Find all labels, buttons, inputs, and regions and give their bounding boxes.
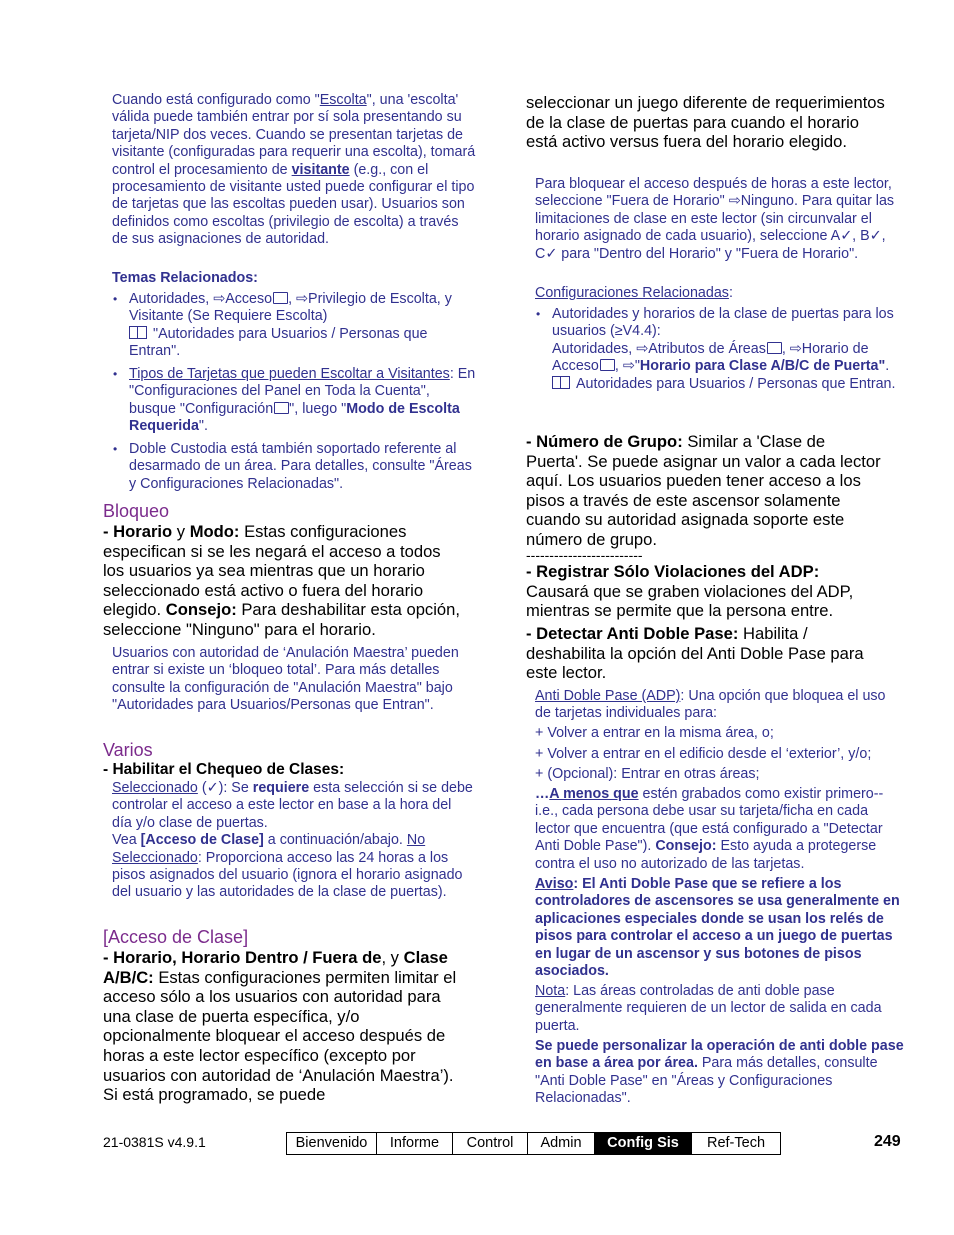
book-icon [552, 376, 570, 389]
related-config-item: • Autoridades y horarios de la clase de puertas para los usuarios (≥V4.4): Autoridades, ⇨Atributos de Áreas , ⇨Horario de Acceso , ⇨"Horario para Clase A/B/C de Puerta". Autoridades para Usuarios / Personas que Entran. [536, 306, 896, 392]
related-config-title: Configuraciones Relacionadas: [535, 285, 733, 301]
acceso-clase-heading: [Acceso de Clase] [103, 927, 249, 947]
class-continuation: seleccionar un juego diferente de requerimientos de la clase de puertas para cuando el horario está activo versus fuera del horario elegido. [526, 93, 885, 152]
document-id: 21-0381S v4.9.1 [103, 1134, 206, 1150]
folder-icon [600, 359, 615, 371]
varios-subheading: - Habilitar el Chequeo de Clases: [103, 761, 345, 778]
nav-tab-control[interactable]: Control [453, 1133, 528, 1154]
nav-tab-ref-tech[interactable]: Ref-Tech [706, 1135, 766, 1151]
bloqueo-heading: Bloqueo [103, 501, 170, 521]
varios-heading: Varios [103, 740, 153, 760]
personalizar-note: Se puede personalizar la operación de anti doble pase en base a área por área. Para más detalles, consulte "Anti Doble Pase" en "Áreas y Configuraciones Relacionadas". [535, 1038, 904, 1107]
bloqueo-body: - Horario y Modo: Estas configuraciones especifican si se les negará el acceso a todos los usuarios ya sea mientras que un horario seleccionado está activo o fuera del horario elegido. Consejo: Para deshabilitar esta opción, seleccione "Ninguno" para el horario. [103, 522, 460, 639]
folder-icon [274, 402, 289, 414]
aviso-note: Aviso: El Anti Doble Pase que se refiere a los controladores de ascensores se usa generalmente en aplicaciones especiales donde se usan los relés de pisos para controlar el acceso a un juego de puertas en lugar de un ascensor y sus botones de pisos asociados. [535, 876, 900, 980]
detectar-body: - Detectar Anti Doble Pase: Habilita / deshabilita la opción del Anti Doble Pase para este lector. [526, 624, 864, 683]
adp-case-3: + (Opcional): Entrar en otras áreas; [535, 766, 760, 782]
footer-nav [286, 1132, 781, 1155]
escort-intro: Cuando está configurado como "Escolta", una 'escolta' válida puede también entrar por sí sola presentando su tarjeta/NIP dos veces. Cuando se presentan tarjetas de visitante (configuradas para requerir una escolta), tomará control el procesamiento de visitante (e.g., con el procesamiento de visitante usted puede configurar el tipo de tarjetas que las escoltas pueden usar). Usuarios son definidos como escoltas (privilegio de escolta) a través de sus asignaciones de autoridad. [112, 92, 476, 248]
related-topic-item-2: • Tipos de Tarjetas que pueden Escoltar a Visitantes: En "Configuraciones del Panel en Toda la Cuenta", busque "Configuración ", luego "Modo de Escolta Requerida". [113, 366, 476, 435]
book-icon [129, 326, 147, 339]
acceso-clase-body: - Horario, Horario Dentro / Fuera de, y Clase A/B/C: Estas configuraciones permiten limitar el acceso sólo a los usuarios con autoridad para una clase de puerta específica, y/o opcionalmente bloquear el acceso después de horas a este lector específico (excepto por usuarios con autoridad de ‘Anulación Maestra’). Si está programado, se puede [103, 948, 457, 1105]
nav-tab-informe[interactable]: Informe [377, 1133, 453, 1154]
folder-icon [273, 292, 288, 304]
nota-note: Nota: Las áreas controladas de anti doble pase generalmente requieren de un lector de salida en cada puerta. [535, 983, 882, 1034]
page-number: 249 [874, 1133, 901, 1150]
related-topic-item-1: • Autoridades, ⇨Acceso , ⇨Privilegio de Escolta, y Visitante (Se Requiere Escolta) "Autoridades para Usuarios / Personas que Entran". [113, 291, 452, 360]
nav-tab-config-sis[interactable]: Config Sis [595, 1133, 692, 1154]
a-menos-que-note: …A menos que estén grabados como existir primero--i.e., cada persona debe usar su tarjeta/ficha en cada lector que encuentra (que está configurado a "Detectar Anti Doble Pase"). Consejo: Esto ayuda a protegerse contra el uso no autorizado de las tarjetas. [535, 786, 884, 872]
related-topic-item-3: • Doble Custodia está también soportado referente al desarmado de un área. Para detalles, consulte "Áreas y Configuraciones Relacionadas". [113, 441, 472, 492]
bloqueo-note: Usuarios con autoridad de ‘Anulación Maestra’ pueden entrar si existe un ‘bloqueo total’. Para más detalles consulte la configuración de "Anulación Maestra" bajo "Autoridades para Usuarios/Personas que Entran". [112, 645, 459, 714]
adp-link[interactable]: Anti Doble Pase (ADP) [535, 688, 681, 704]
folder-icon [767, 342, 782, 354]
escolta-link[interactable]: Escolta [319, 92, 367, 108]
separator-dashes: ------------------------- [526, 547, 643, 563]
tipos-tarjetas-link[interactable]: Tipos de Tarjetas que pueden Escoltar a Visitantes [129, 366, 450, 382]
adp-definition: Anti Doble Pase (ADP): Una opción que bloquea el uso de tarjetas individuales para: [535, 688, 886, 722]
class-note: Para bloquear el acceso después de horas a este lector, seleccione "Fuera de Horario" ⇨Ninguno. Para quitar las limitaciones de clase en este lector (sin circunvalar el horario asignado de cada usuario), seleccione A✓, B✓, C✓ para "Dentro del Horario" y "Fuera de Horario". [535, 176, 895, 262]
registrar-body: - Registrar Sólo Violaciones del ADP: Causará que se graben violaciones del ADP, mientras se permite que la persona entre. [526, 562, 854, 621]
related-config-link[interactable]: Configuraciones Relacionadas [535, 285, 729, 301]
adp-case-1: + Volver a entrar en la misma área, o; [535, 725, 774, 741]
related-topics-title: Temas Relacionados: [112, 270, 258, 286]
nav-tab-bienvenido[interactable]: Bienvenido [287, 1133, 377, 1154]
adp-case-2: + Volver a entrar en el edificio desde el ‘exterior’, y/o; [535, 746, 872, 762]
varios-note: Seleccionado (✓): Se requiere esta selección si se debe controlar el acceso a este lector en base a la hora del día y/o clase de puertas. Vea [Acceso de Clase] a continuación/abajo. No Seleccionado: Proporciona acceso las 24 horas a los pisos asignados del usuario (ignora el horario asignado del usuario y las autoridades de la clase de puertas). [112, 780, 473, 901]
grupo-body: - Número de Grupo: Similar a 'Clase de Puerta'. Se puede asignar un valor a cada lector aquí. Los usuarios pueden tener acceso a los pisos a través de este ascensor solamente cuando su autoridad asignada soporte este número de grupo. [526, 432, 881, 549]
visitante-link[interactable]: visitante [291, 161, 350, 178]
nav-tab-admin[interactable]: Admin [528, 1133, 595, 1154]
